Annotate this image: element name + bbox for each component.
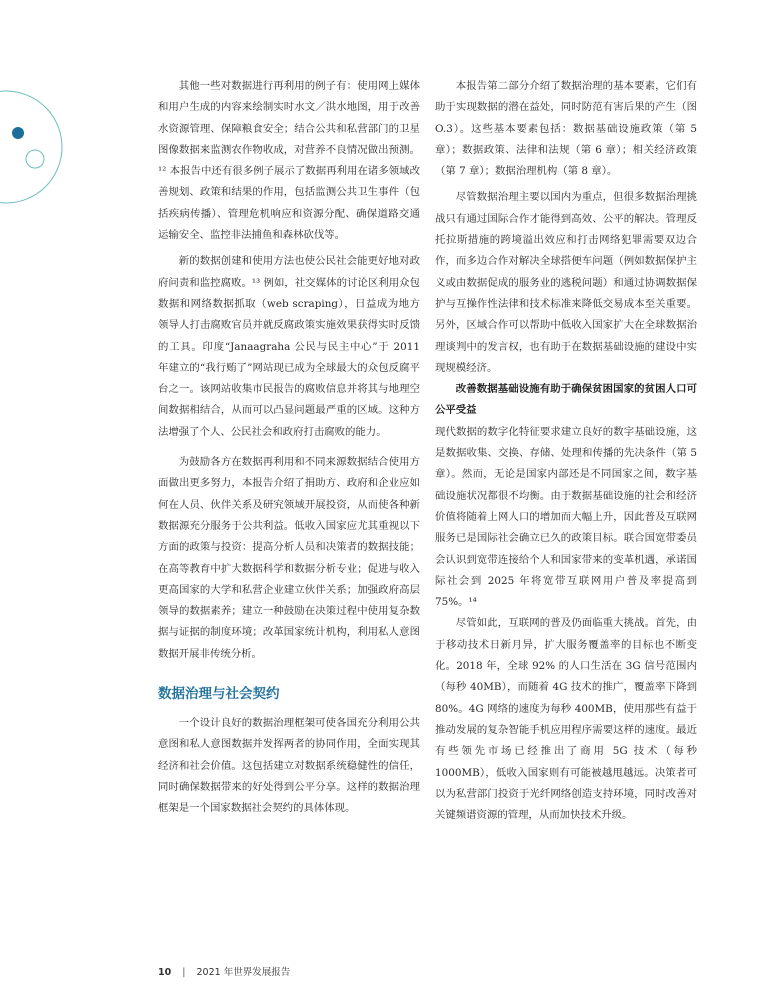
paragraph: 尽管如此，互联网的普及仍面临重大挑战。首先，由于移动技术日新月异，扩大服务覆盖率的目标也不断变化。2018 年，全球 92% 的人口生活在 3G 信号范围内（每秒 40MB），而随着 4G 技术的推广，覆盖率下降到 80%。4G 网络的速度为每秒 400MB，使用那些有益于推动发展的复杂智能手机应用程序需要这样的速度。最近有些领先市场已经推出了商用 5G 技术（每秒 1000MB），低收入国家则有可能被越甩越远。决策者可以为私营部门投资于光纤网络创造支持环境，同时改善对关键频谱资源的管理，从而加快技术升级。 <box>435 617 697 822</box>
report-title: 2021 年世界发展报告 <box>196 967 291 978</box>
section-title: 数据治理与社会契约 <box>158 686 280 703</box>
large-circle-outline <box>0 91 62 203</box>
footer-separator: | <box>182 967 186 978</box>
right-column <box>435 76 697 826</box>
paragraph: 本报告第二部分介绍了数据治理的基本要素，它们有助于实现数据的潜在益处，同时防范有害后果的产生（图 O.3）。这些基本要素包括：数据基础设施政策（第 5 章）；数据政策、法律和法规（第 6 章）；相关经济政策（第 7 章）；数据治理机构（第 8 章）。 <box>435 80 697 178</box>
decorative-circles-graphic <box>0 0 80 230</box>
left-column <box>158 76 420 820</box>
paragraph: 为鼓励各方在数据再利用和不同来源数据结合使用方面做出更多努力，本报告介绍了捐助方、政府和企业应如何在人员、伙伴关系及研究领域开展投资，从而使各种新数据源充分服务于公共利益。低收入国家应尤其重视以下方面的政策与投资：提高分析人员和决策者的数据技能；在高等教育中扩大数据科学和数据分析专业；促进与收入更高国家的大学和私营企业建立伙伴关系；加强政府高层领导的数据素养；建立一种鼓励在决策过程中使用复杂数据与证据的制度环境；改革国家统计机构，利用私人意图数据开展非传统分析。 <box>158 456 420 660</box>
page-footer <box>158 964 290 978</box>
subsection-heading: 改善数据基础设施有助于确保贫困国家的贫困人口可公平受益 <box>435 383 697 417</box>
small-filled-circle <box>12 127 24 139</box>
small-circle-outline <box>26 150 44 168</box>
paragraph: 新的数据创建和使用方法也使公民社会能更好地对政府问责和监控腐败。¹³ 例如，社交媒体的讨论区利用众包数据和网络数据抓取（web scraping），日益成为地方领导人打击腐败官员并就反腐政策实施效果获得实时反馈的工具。印度“Janaagraha 公民与民主中心”于 2011 年建立的“我行贿了”网站现已成为全球最大的众包反腐平台之一。该网站收集市民报告的腐败信息并将其与地理空间数据相结合，从而可以凸显问题最严重的区域。这种方法增强了个人、公民社会和政府打击腐败的能力。 <box>158 255 420 438</box>
page-number: 10 <box>158 967 172 978</box>
paragraph: 现代数据的数字化特征要求建立良好的数字基础设施，这是数据收集、交换、存储、处理和传播的先决条件（第 5 章）。然而，无论是国家内部还是不同国家之间，数字基础设施状况都很不均衡。由于数据基础设施的社会和经济价值将随着上网人口的增加而大幅上升，因此普及互联网服务已是国际社会确立已久的政策目标。联合国宽带委员会认识到宽带连接给个人和国家带来的变革机遇，承诺国际社会到 2025 年将宽带互联网用户普及率提高到 75%。¹⁴ <box>435 425 697 609</box>
paragraph: 其他一些对数据进行再利用的例子有：使用网上媒体和用户生成的内容来绘制实时水文／洪水地图，用于改善水资源管理、保障粮食安全；结合公共和私营部门的卫星图像数据来监测农作物收成，对营养不良情况做出预测。¹² 本报告中还有很多例子展示了数据再利用在诸多领域改善规划、政策和结果的作用，包括监测公共卫生事件（包括疾病传播）、管理危机响应和资源分配、确保道路交通运输安全、监控非法捕鱼和森林砍伐等。 <box>158 80 420 242</box>
paragraph: 尽管数据治理主要以国内为重点，但很多数据治理挑战只有通过国际合作才能得到高效、公平的解决。管理反托拉斯措施的跨境溢出效应和打击网络犯罪需要双边合作，而多边合作对解决全球搭便车问题（例如数据保护主义或由数据促成的服务业的逃税问题）和通过协调数据保护与互操作性法律和技术标准来降低交易成本至关重要。另外，区域合作可以帮助中低收入国家扩大在全球数据治理谈判中的发言权，也有助于在数据基础设施的建设中实现规模经济。 <box>435 191 697 374</box>
paragraph: 一个设计良好的数据治理框架可使各国充分利用公共意图和私人意图数据并发挥两者的协同作用，全面实现其经济和社会价值。这包括建立对数据系统稳健性的信任，同时确保数据带来的好处得到公平分享。这样的数据治理框架是一个国家数据社会契约的具体体现。 <box>158 717 420 815</box>
